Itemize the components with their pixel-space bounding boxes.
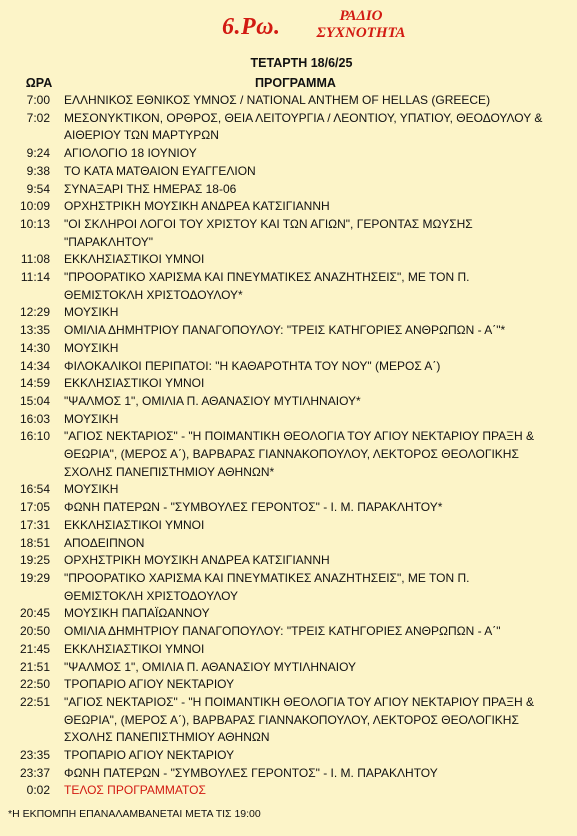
schedule-row [0, 782, 577, 800]
schedule-time: 23:35 [19, 748, 50, 763]
schedule-program: ΜΟΥΣΙΚΗ [64, 305, 119, 320]
schedule-row [0, 92, 577, 110]
schedule-row [0, 340, 577, 358]
schedule-time: 13:35 [19, 323, 50, 338]
schedule-list [0, 92, 577, 800]
schedule-program: ΜΕΣΟΝΥΚΤΙΚΟΝ, ΟΡΘΡΟΣ, ΘΕΙΑ ΛΕΙΤΟΥΡΓΙΑ / ΛΕΟΝΤΙΟΥ, ΥΠΑΤΙΟΥ, ΘΕΟΔΟΥΛΟΥ & ΑΙΘΕΡΙΟΥ ΤΩΝ ΜΑΡΤΥΡΩΝ [64, 110, 543, 143]
footnote: *Η ΕΚΠΟΜΠΗ ΕΠΑΝΑΛΑΜΒΑΝΕΤΑΙ ΜΕΤΑ ΤΙΣ 19:00 [8, 808, 261, 820]
schedule-program: "ΟΙ ΣΚΛΗΡΟΙ ΛΟΓΟΙ ΤΟΥ ΧΡΙΣΤΟΥ ΚΑΙ ΤΩΝ ΑΓΙΩΝ", ΓΕΡΟΝΤΑΣ ΜΩΥΣΗΣ "ΠΑΡΑΚΛΗΤΟΥ" [64, 216, 473, 249]
schedule-program: ΕΚΚΛΗΣΙΑΣΤΙΚΟΙ ΥΜΝΟΙ [64, 252, 205, 267]
schedule-program: "ΑΓΙΟΣ ΝΕΚΤΑΡΙΟΣ" - "Η ΠΟΙΜΑΝΤΙΚΗ ΘΕΟΛΟΓΙΑ ΤΟΥ ΑΓΙΟΥ ΝΕΚΤΑΡΙΟΥ ΠΡΑΞΗ & ΘΕΩΡΙΑ", (ΜΕΡΟΣ Α΄), ΒΑΡΒΑΡΑΣ ΓΙΑΝΝΑΚΟΠΟΥΛΟΥ, ΛΕΚΤΟΡΟΣ ΘΕΟΛΟΓΙΚΗΣ ΣΧΟΛΗΣ ΠΑΝΕΠΙΣΤΗΜΙΟΥ ΑΘΗΝΩΝ* [64, 429, 534, 479]
schedule-time: 14:59 [19, 376, 50, 391]
schedule-program: ΜΟΥΣΙΚΗ [64, 340, 119, 355]
schedule-program: "ΠΡΟΟΡΑΤΙΚΟ ΧΑΡΙΣΜΑ ΚΑΙ ΠΝΕΥΜΑΤΙΚΕΣ ΑΝΑΖΗΤΗΣΕΙΣ", ΜΕ ΤΟΝ Π. ΘΕΜΙΣΤΟΚΛΗ ΧΡΙΣΤΟΔΟΥΛΟΥ [64, 570, 470, 603]
schedule-row [0, 216, 577, 251]
schedule-time: 11:14 [20, 270, 50, 285]
schedule-time: 22:50 [19, 677, 50, 692]
header [0, 0, 577, 56]
schedule-row [0, 411, 577, 429]
radio-name-line1: ΡΑΔΙΟ [339, 8, 383, 24]
schedule-row [0, 765, 577, 783]
schedule-row [0, 659, 577, 677]
program-column-header: ΠΡΟΓΡΑΜΜΑ [255, 76, 336, 90]
schedule-program: ΑΓΙΟΛΟΓΙΟ 18 ΙΟΥΝΙΟΥ [64, 146, 197, 161]
schedule-time: 10:13 [19, 216, 50, 231]
schedule-time: 15:04 [19, 393, 50, 408]
radio-name-line2: ΣΥΧΝΟΤΗΤΑ [316, 25, 406, 41]
schedule-time: 20:50 [19, 624, 50, 639]
schedule-row [0, 623, 577, 641]
schedule-time: 7:02 [26, 110, 50, 125]
schedule-time: 18:51 [19, 535, 50, 550]
schedule-row [0, 198, 577, 216]
schedule-row [0, 322, 577, 340]
schedule-program: ΤΡΟΠΑΡΙΟ ΑΓΙΟΥ ΝΕΚΤΑΡΙΟΥ [64, 677, 235, 692]
schedule-program: ΜΟΥΣΙΚΗ [64, 411, 119, 426]
schedule-time: 9:38 [26, 163, 50, 178]
schedule-time: 20:45 [19, 606, 50, 621]
schedule-row [0, 570, 577, 605]
schedule-row [0, 375, 577, 393]
schedule-row [0, 358, 577, 376]
schedule-program: "ΠΡΟΟΡΑΤΙΚΟ ΧΑΡΙΣΜΑ ΚΑΙ ΠΝΕΥΜΑΤΙΚΕΣ ΑΝΑΖΗΤΗΣΕΙΣ", ΜΕ ΤΟΝ Π. ΘΕΜΙΣΤΟΚΛΗ ΧΡΙΣΤΟΔΟΥΛΟΥ* [64, 270, 470, 302]
schedule-row [0, 269, 577, 304]
schedule-time: 17:31 [19, 517, 50, 532]
schedule-date: ΤΕΤΑΡΤΗ 18/6/25 [250, 56, 353, 70]
schedule-row [0, 481, 577, 499]
schedule-time: 19:29 [19, 570, 50, 585]
schedule-program: ΕΚΚΛΗΣΙΑΣΤΙΚΟΙ ΥΜΝΟΙ [64, 517, 205, 532]
schedule-program: ΣΥΝΑΞΑΡΙ ΤΗΣ ΗΜΕΡΑΣ 18-06 [64, 181, 237, 196]
schedule-time: 21:45 [19, 641, 50, 656]
schedule-row [0, 251, 577, 269]
schedule-row [0, 163, 577, 181]
schedule-time: 0:02 [26, 783, 50, 798]
time-column-header: ΩΡΑ [25, 76, 53, 90]
schedule-row [0, 676, 577, 694]
schedule-time: 14:30 [19, 340, 50, 355]
schedule-program: ΜΟΥΣΙΚΗ ΠΑΠΑΪΩΑΝΝΟΥ [64, 606, 210, 621]
schedule-row [0, 304, 577, 322]
schedule-program: ΑΠΟΔΕΙΠΝΟΝ [64, 535, 145, 550]
schedule-program: ΟΡΧΗΣΤΡΙΚΗ ΜΟΥΣΙΚΗ ΑΝΔΡΕΑ ΚΑΤΣΙΓΙΑΝΝΗ [64, 553, 330, 568]
schedule-program: "ΑΓΙΟΣ ΝΕΚΤΑΡΙΟΣ" - "Η ΠΟΙΜΑΝΤΙΚΗ ΘΕΟΛΟΓΙΑ ΤΟΥ ΑΓΙΟΥ ΝΕΚΤΑΡΙΟΥ ΠΡΑΞΗ & ΘΕΩΡΙΑ", (ΜΕΡΟΣ Α΄), ΒΑΡΒΑΡΑΣ ΓΙΑΝΝΑΚΟΠΟΥΛΟΥ, ΛΕΚΤΟΡΟΣ ΘΕΟΛΟΓΙΚΗΣ ΣΧΟΛΗΣ ΠΑΝΕΠΙΣΤΗΜΙΟΥ ΑΘΗΝΩΝ [64, 694, 534, 745]
schedule-program: ΟΡΧΗΣΤΡΙΚΗ ΜΟΥΣΙΚΗ ΑΝΔΡΕΑ ΚΑΤΣΙΓΙΑΝΝΗ [64, 199, 330, 214]
schedule-row [0, 145, 577, 163]
schedule-time: 7:00 [26, 93, 50, 107]
schedule-program: ΟΜΙΛΙΑ ΔΗΜΗΤΡΙΟΥ ΠΑΝΑΓΟΠΟΥΛΟΥ: "ΤΡΕΙΣ ΚΑΤΗΓΟΡΙΕΣ ΑΝΘΡΩΠΩΝ - Α΄"* [64, 323, 506, 338]
schedule-row [0, 393, 577, 411]
schedule-program: ΕΚΚΛΗΣΙΑΣΤΙΚΟΙ ΥΜΝΟΙ [64, 376, 205, 391]
schedule-time: 14:34 [19, 358, 50, 373]
schedule-time: 12:29 [19, 305, 50, 320]
schedule-row [0, 605, 577, 623]
schedule-row [0, 694, 577, 747]
station-logo: 6.Ρω. [222, 14, 281, 40]
schedule-program: ΕΛΛΗΝΙΚΟΣ ΕΘΝΙΚΟΣ ΥΜΝΟΣ / NATIONAL ANTHEM OF HELLAS (GREECE) [64, 93, 491, 107]
schedule-program: "ΨΑΛΜΟΣ 1", ΟΜΙΛΙΑ Π. ΑΘΑΝΑΣΙΟΥ ΜΥΤΙΛΗΝΑΙΟΥ [64, 659, 357, 674]
schedule-row [0, 535, 577, 553]
schedule-program: ΦΙΛΟΚΑΛΙΚΟΙ ΠΕΡΙΠΑΤΟΙ: "Η ΚΑΘΑΡΟΤΗΤΑ ΤΟΥ ΝΟΥ" (ΜΕΡΟΣ Α΄) [64, 358, 441, 373]
schedule-program: ΦΩΝΗ ΠΑΤΕΡΩΝ - "ΣΥΜΒΟΥΛΕΣ ΓΕΡΟΝΤΟΣ" - Ι. Μ. ΠΑΡΑΚΛΗΤΟΥ [64, 765, 438, 780]
schedule-time: 11:08 [20, 252, 50, 267]
schedule-time: 16:03 [19, 411, 50, 426]
schedule-row [0, 110, 577, 145]
schedule-program: ΜΟΥΣΙΚΗ [64, 482, 119, 497]
schedule-time: 17:05 [19, 500, 50, 515]
schedule-row [0, 552, 577, 570]
schedule-time: 10:09 [19, 199, 50, 214]
schedule-program: ΟΜΙΛΙΑ ΔΗΜΗΤΡΙΟΥ ΠΑΝΑΓΟΠΟΥΛΟΥ: "ΤΡΕΙΣ ΚΑΤΗΓΟΡΙΕΣ ΑΝΘΡΩΠΩΝ - Α΄" [64, 624, 501, 639]
schedule-program: ΤΡΟΠΑΡΙΟ ΑΓΙΟΥ ΝΕΚΤΑΡΙΟΥ [64, 748, 235, 763]
schedule-program: ΦΩΝΗ ΠΑΤΕΡΩΝ - "ΣΥΜΒΟΥΛΕΣ ΓΕΡΟΝΤΟΣ" - Ι. Μ. ΠΑΡΑΚΛΗΤΟΥ* [64, 500, 443, 515]
schedule-time: 9:24 [26, 146, 50, 161]
schedule-row [0, 181, 577, 199]
schedule-time: 23:37 [19, 765, 50, 780]
schedule-time: 16:10 [19, 429, 50, 444]
schedule-row [0, 747, 577, 765]
schedule-time: 21:51 [19, 659, 50, 674]
schedule-time: 9:54 [26, 181, 50, 196]
schedule-program: "ΨΑΛΜΟΣ 1", ΟΜΙΛΙΑ Π. ΑΘΑΝΑΣΙΟΥ ΜΥΤΙΛΗΝΑΙΟΥ* [64, 393, 361, 408]
schedule-row [0, 428, 577, 481]
schedule-program: ΤΟ ΚΑΤΑ ΜΑΤΘΑΙΟΝ ΕΥΑΓΓΕΛΙΟΝ [64, 163, 256, 178]
schedule-time: 22:51 [19, 694, 50, 709]
schedule-row [0, 641, 577, 659]
schedule-program: ΕΚΚΛΗΣΙΑΣΤΙΚΟΙ ΥΜΝΟΙ [64, 641, 205, 656]
schedule-time: 19:25 [19, 553, 50, 568]
schedule-time: 16:54 [19, 482, 50, 497]
schedule-row [0, 499, 577, 517]
schedule-row [0, 517, 577, 535]
schedule-program: ΤΕΛΟΣ ΠΡΟΓΡΑΜΜΑΤΟΣ [64, 783, 206, 798]
radio-name [306, 8, 416, 42]
